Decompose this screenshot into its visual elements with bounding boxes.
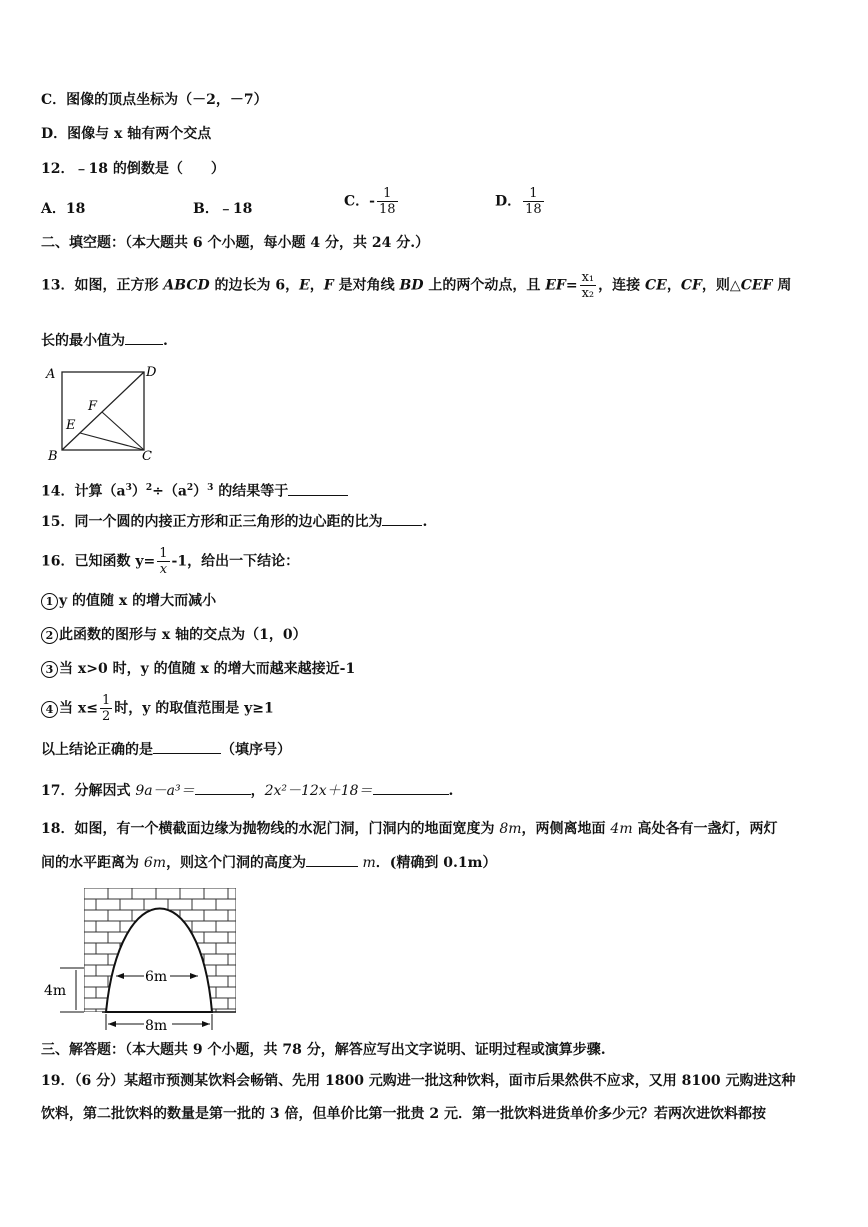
- fraction-denominator: 18: [525, 202, 542, 217]
- circled-number: 4: [41, 701, 58, 718]
- q16-stem: [41, 546, 299, 577]
- math-value: m: [358, 855, 376, 871]
- answer-blank: [382, 511, 422, 526]
- text: 是对角线: [333, 277, 400, 294]
- text: .: [163, 333, 168, 349]
- text: ，: [250, 783, 265, 799]
- label-a: A: [46, 367, 56, 382]
- circled-number: 2: [41, 627, 58, 644]
- q12-option-a: A．18: [41, 201, 86, 217]
- text: ，则△: [701, 277, 741, 294]
- q13-line2: [41, 330, 168, 351]
- q16-fraction-half: [100, 693, 112, 724]
- q17: [41, 780, 453, 801]
- text: ）: [193, 483, 208, 500]
- fraction-numerator: 1: [523, 186, 544, 202]
- text: ）: [131, 483, 146, 500]
- text: 的结果等于: [213, 483, 289, 500]
- math-value: 8m: [499, 821, 522, 837]
- text: ，连接: [598, 277, 645, 294]
- circled-number: 1: [41, 593, 58, 610]
- q19-line1: 19．（6 分）某超市预测某饮料会畅销、先用 1800 元购进一批这种饮料，面市后果然供不应求，又用 8100 元购进这种: [41, 1073, 796, 1089]
- q12-option-c-fraction: [377, 186, 398, 217]
- text: ÷（a: [152, 483, 187, 500]
- answer-blank: [153, 739, 221, 754]
- exponent: 2: [145, 483, 153, 493]
- height-label: 4m: [44, 983, 67, 999]
- q15: [41, 511, 427, 532]
- math-value: 6m: [143, 855, 167, 871]
- text: .: [422, 514, 428, 530]
- exponent: 3: [207, 483, 214, 493]
- text: 13．如图，正方形: [41, 277, 164, 294]
- text: 时，y 的取值范围是 y≥1: [114, 700, 274, 717]
- q12-stem: 12．﹣18 的倒数是（ ）: [41, 161, 225, 177]
- text: 高处各有一盏灯，两灯: [632, 821, 778, 837]
- q12-option-d: [495, 186, 546, 217]
- q16-statement-1: [41, 591, 216, 611]
- q11-option-c: C．图像的顶点坐标为（－2，－7）: [41, 92, 268, 108]
- math-var: BD: [399, 277, 424, 294]
- q13-line1: [41, 270, 791, 301]
- answer-blank: [195, 780, 251, 795]
- q11-option-d: D．图像与 x 轴有两个交点: [41, 126, 212, 142]
- math-value: 4m: [610, 821, 633, 837]
- circled-number: 3: [41, 661, 58, 678]
- text: =: [565, 277, 578, 294]
- math-expression: 2x²－12x＋18＝: [264, 783, 373, 799]
- fraction-denominator: 18: [378, 202, 396, 217]
- text: ，: [309, 277, 324, 294]
- math-var: ABCD: [163, 277, 210, 294]
- text: 14．计算（a: [41, 483, 126, 500]
- q18-line2: [41, 852, 496, 873]
- q12-option-d-fraction: [523, 186, 544, 217]
- math-var: E: [299, 277, 310, 294]
- fraction-numerator: x₁: [581, 270, 595, 285]
- text: 周: [772, 277, 792, 294]
- text: 的边长为 6，: [209, 277, 300, 294]
- q16-answer-line: [41, 739, 291, 760]
- text: ，两侧离地面: [521, 821, 611, 837]
- math-var: F: [323, 277, 334, 294]
- section-solutions-heading: 三、解答题：（本大题共 9 个小题，共 78 分，解答应写出文字说明、证明过程或演算步骤.: [41, 1042, 606, 1058]
- answer-blank: [288, 481, 348, 496]
- q16-statement-4: [41, 693, 274, 724]
- text: 15．同一个圆的内接正方形和正三角形的边心距的比为: [41, 514, 383, 530]
- math-var: CF: [680, 277, 702, 294]
- arch-doorway-figure: [40, 884, 240, 1032]
- width-label: 8m: [145, 1018, 168, 1032]
- text: 此函数的图形与 x 轴的交点为（1，0）: [59, 627, 307, 643]
- fraction-numerator: 1: [377, 186, 398, 202]
- text: 16．已知函数 y=: [41, 553, 156, 570]
- q16-fraction: [157, 546, 169, 577]
- text: ，则这个门洞的高度为: [166, 855, 307, 871]
- text: 间的水平距离为: [41, 855, 144, 871]
- math-expression: 9a－a³＝: [135, 783, 195, 799]
- text: ，: [666, 277, 681, 294]
- label-e: E: [66, 418, 76, 433]
- text: 长的最小值为: [41, 333, 125, 349]
- answer-blank: [373, 780, 449, 795]
- section-fill-in-heading: 二、填空题：（本大题共 6 个小题，每小题 4 分，共 24 分.）: [41, 235, 430, 251]
- label-c: C: [142, 449, 152, 462]
- answer-blank: [125, 330, 163, 345]
- q12-option-d-prefix: D．: [495, 193, 522, 210]
- text: ．(精确到 0.1m）: [375, 855, 497, 871]
- math-var: EF: [545, 277, 566, 294]
- q12-option-c-prefix: C．-: [344, 193, 375, 210]
- fraction-denominator: x₂: [581, 286, 595, 301]
- square-diagonal-figure: [44, 362, 158, 462]
- q16-statement-2: [41, 625, 307, 645]
- text: .: [448, 783, 454, 799]
- fraction-numerator: 1: [101, 693, 111, 708]
- q16-statement-3: [41, 659, 355, 679]
- text: （填序号）: [221, 742, 291, 758]
- q18-line1: [41, 819, 777, 839]
- answer-blank: [306, 852, 358, 867]
- math-var: CEF: [740, 277, 773, 294]
- text: -1，给出一下结论：: [171, 553, 300, 570]
- math-var: CE: [645, 277, 667, 294]
- q12-option-b: B．﹣18: [193, 201, 253, 217]
- fraction-denominator: 2: [101, 709, 111, 724]
- arrowhead-left: [108, 1021, 116, 1027]
- text: y 的值随 x 的增大而减小: [59, 593, 217, 609]
- text: 当 x>0 时，y 的值随 x 的增大而越来越接近-1: [59, 661, 356, 677]
- text: 当 x≤: [59, 700, 98, 717]
- text: 17．分解因式: [41, 783, 136, 799]
- exponent: 3: [125, 483, 132, 493]
- text: 18．如图，有一个横截面边缘为抛物线的水泥门洞，门洞内的地面宽度为: [41, 821, 500, 837]
- label-b: B: [48, 449, 58, 462]
- label-d: D: [146, 365, 157, 380]
- fraction-denominator: x: [159, 562, 168, 577]
- text: 以上结论正确的是: [41, 742, 153, 758]
- text: 上的两个动点，且: [423, 277, 546, 294]
- q14: [41, 478, 348, 502]
- q12-option-c: [344, 186, 400, 217]
- arrowhead-right: [202, 1021, 210, 1027]
- lamp-distance-label: 6m: [145, 969, 168, 985]
- q19-line2: 饮料，第二批饮料的数量是第一批的 3 倍，但单价比第一批贵 2 元．第一批饮料进货单价多少元？若两次进饮料都按: [41, 1106, 766, 1122]
- q13-fraction: [580, 270, 597, 301]
- label-f: F: [88, 399, 98, 414]
- fraction-numerator: 1: [159, 546, 168, 561]
- exponent: 2: [186, 483, 194, 493]
